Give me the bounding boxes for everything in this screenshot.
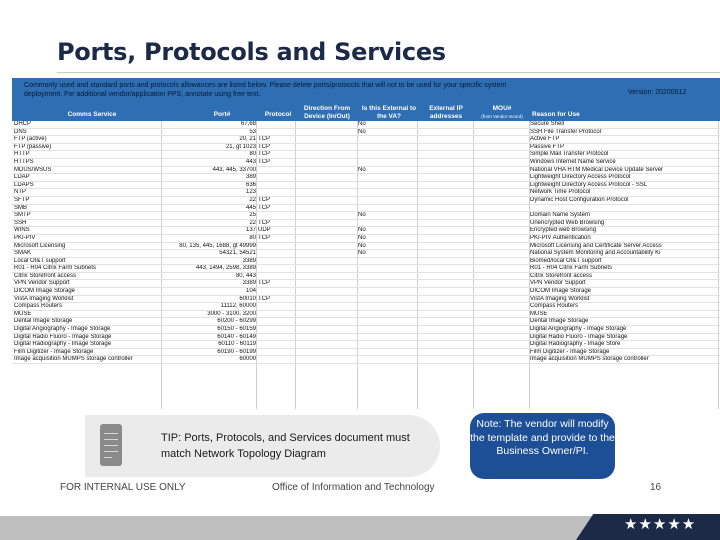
- page-title: Ports, Protocols and Services: [57, 38, 446, 66]
- cell-external: No: [358, 166, 366, 173]
- table-row: [12, 129, 720, 137]
- table-row: [12, 144, 720, 152]
- cell-service: FTP (active): [14, 136, 47, 143]
- page-number: 16: [650, 482, 662, 493]
- stars-logo: ★★★★★: [624, 515, 697, 533]
- table-row: [12, 311, 720, 319]
- cell-port: 3389: [242, 257, 256, 264]
- cell-reason: Microsoft Licensing and Certificate Server Access: [530, 242, 662, 249]
- cell-reason: MUSE: [530, 310, 548, 317]
- cell-port: 60000: [239, 356, 256, 363]
- tip-text: TIP: Ports, Protocols, and Services document must match Network Topology Diagram: [161, 432, 410, 460]
- table-body: [12, 121, 720, 364]
- cell-reason: Lightweight Directory Access Protocol: [530, 174, 631, 181]
- cell-port: 3000 - 3100, 3200: [207, 310, 256, 317]
- cell-port: 60150 - 60159: [217, 326, 256, 333]
- table-row: [12, 280, 720, 288]
- cell-protocol: TCP: [258, 204, 270, 211]
- table-row: [12, 318, 720, 326]
- cell-reason: Dental Image Storage: [530, 318, 589, 325]
- cell-service: SFTP: [14, 196, 30, 203]
- cell-protocol: TCP: [258, 151, 270, 158]
- cell-reason: Image acquisition MUMPS storage controller: [530, 356, 649, 363]
- header-reason: Reason for Use: [532, 111, 580, 118]
- cell-service: FTP (passive): [14, 143, 52, 150]
- cell-service: PKI-PIV: [14, 234, 36, 241]
- cell-service: Digital Radiography - Image Storage: [14, 341, 112, 348]
- cell-port: 80, 443: [235, 272, 256, 279]
- cell-reason: Network Time Protocol: [530, 189, 591, 196]
- header-protocol: Protocol: [264, 111, 292, 118]
- cell-port: 60200 - 60299: [217, 318, 256, 325]
- table-row: [12, 288, 720, 296]
- cell-external: No: [358, 227, 366, 234]
- cell-external: No: [358, 128, 366, 135]
- cell-reason: Passive FTP: [530, 143, 565, 150]
- table-row: [12, 189, 720, 197]
- table-row: [12, 197, 720, 205]
- table-row: [12, 250, 720, 258]
- header-external-ip: External IP addresses: [429, 105, 463, 120]
- cell-service: SSH: [14, 219, 27, 226]
- cell-port: 80: [249, 234, 256, 241]
- cell-port: 60110 - 60119: [218, 341, 256, 348]
- cell-port: 80: [249, 151, 256, 158]
- table-row: [12, 303, 720, 311]
- cell-port: 137: [245, 227, 256, 234]
- cell-service: MDUS/WSUS: [14, 166, 52, 173]
- cell-protocol: TCP: [258, 280, 270, 287]
- table-row: [12, 273, 720, 281]
- cell-port: 3389: [242, 280, 256, 287]
- table-row: [12, 159, 720, 167]
- cell-service: LDAP: [14, 174, 30, 181]
- table-row: [12, 167, 720, 175]
- spreadsheet-header: [12, 78, 720, 121]
- cell-protocol: TCP: [258, 158, 270, 165]
- cell-external: No: [358, 250, 366, 257]
- cell-service: Film Digitizer - Image Storage: [14, 348, 94, 355]
- instructions-text: Commonly used and standard ports and protocols allowances are listed below. Please delete ports/protocols that will not to be used for your specific system deployment. For additional vendor/application PPS, annotate using free text.: [24, 82, 507, 98]
- cell-port: 22: [249, 196, 256, 203]
- cell-service: SMAK: [14, 250, 32, 257]
- cell-reason: DICOM Image Storage: [530, 288, 592, 295]
- cell-reason: Digital Radio Fluoro - Image Storage: [530, 333, 628, 340]
- cell-port: 389: [245, 174, 256, 181]
- cell-reason: Secure Shell: [530, 121, 565, 127]
- cell-reason: Unencrypted Web Browsing: [530, 219, 605, 226]
- table-row: [12, 341, 720, 349]
- cell-external: No: [358, 121, 366, 127]
- cell-port: 22: [249, 219, 256, 226]
- cell-service: Compass Routers: [14, 303, 63, 310]
- cell-reason: Dynamic Host Configuration Protocol: [530, 196, 629, 203]
- cell-port: 20, 21: [239, 136, 256, 143]
- cell-port: 60010: [239, 295, 256, 302]
- cell-port: 104: [245, 288, 256, 295]
- cell-protocol: TCP: [258, 196, 270, 203]
- cell-port: 80, 135, 445, 1688, gt 49999: [179, 242, 256, 249]
- header-mou-sub: (from Vendor record): [481, 113, 523, 119]
- cell-port: 53: [249, 128, 256, 135]
- cell-service: VPN Vendor Support: [14, 280, 70, 287]
- cell-reason: National VHA HTM Medical Device Update Server: [530, 166, 664, 173]
- cell-reason: Citrix Storefront access: [530, 272, 593, 279]
- table-row: [12, 235, 720, 243]
- cell-reason: Simple Mail Transfer Protocol: [530, 151, 609, 158]
- cell-reason: Active FTP: [530, 136, 560, 143]
- cell-service: VistA Imaging Worklist: [14, 295, 74, 302]
- table-row: [12, 265, 720, 273]
- cell-service: Image acquisition MUMPS storage controller: [14, 356, 133, 363]
- vendor-note: Note: The vendor will modify the template and provide to the Business Owner/PI.: [470, 413, 615, 479]
- cell-service: Local OI&T support: [14, 257, 66, 264]
- cell-service: HTTP: [14, 151, 30, 158]
- table-row: [12, 334, 720, 342]
- table-row: [12, 205, 720, 213]
- cell-service: SMB: [14, 204, 28, 211]
- cell-reason: Digital Radiography - Image Store: [530, 341, 621, 348]
- classification-label: FOR INTERNAL USE ONLY: [60, 482, 186, 493]
- cell-reason: PKI-PIV Authentication: [530, 234, 591, 241]
- cell-port: 636: [245, 181, 256, 188]
- table-row: [12, 243, 720, 251]
- header-direction: Direction From Device (In/Out): [303, 105, 351, 120]
- cell-service: SMTP: [14, 212, 31, 219]
- cell-port: 445: [245, 204, 256, 211]
- cell-reason: VPN Vendor Support: [530, 280, 586, 287]
- table-row: [12, 174, 720, 182]
- cell-service: HTTPS: [14, 158, 34, 165]
- cell-service: DNS: [14, 128, 27, 135]
- table-row: [12, 349, 720, 357]
- cell-reason: Digital Angiography - Image Storage: [530, 326, 627, 333]
- cell-service: NTP: [14, 189, 26, 196]
- cell-external: No: [358, 212, 366, 219]
- cell-reason: Biomed/local OI&T support: [530, 257, 602, 264]
- cell-reason: VistA Imaging Worklist: [530, 295, 590, 302]
- cell-protocol: TCP: [258, 234, 270, 241]
- table-row: [12, 136, 720, 144]
- cell-port: 11112, 60000: [220, 303, 256, 310]
- table-row: [12, 258, 720, 266]
- cell-port: 60190 - 60199: [217, 348, 256, 355]
- table-row: [12, 326, 720, 334]
- cell-reason: National System Monitoring and Accountability Ki: [530, 250, 661, 257]
- cell-protocol: TCP: [258, 219, 270, 226]
- cell-protocol: TCP: [258, 136, 270, 143]
- cell-protocol: TCP: [258, 143, 270, 150]
- title-divider: [57, 72, 720, 73]
- cell-service: WINS: [14, 227, 30, 234]
- cell-port: 54321, 54521: [219, 250, 256, 257]
- header-mou-label: MOU#: [492, 105, 512, 112]
- header-port: Port#: [213, 111, 231, 118]
- cell-protocol: TCP: [258, 295, 270, 302]
- pps-spreadsheet: [12, 78, 720, 409]
- cell-reason: Domain Name System: [530, 212, 591, 219]
- cell-port: 25: [249, 212, 256, 219]
- cell-reason: Compass Routers: [530, 303, 579, 310]
- cell-port: 443, 445, 33700: [212, 166, 256, 173]
- cell-external: No: [358, 242, 366, 249]
- table-row: [12, 356, 720, 364]
- cell-service: Digital Angiography - Image Storage: [14, 326, 111, 333]
- cell-port: 443: [245, 158, 256, 165]
- cell-reason: Windows Internet Name Service: [530, 158, 616, 165]
- table-row: [12, 220, 720, 228]
- cell-reason: Film Digitizer - Image Storage: [530, 348, 610, 355]
- cell-port: 67,68: [240, 121, 256, 127]
- cell-service: Dental Image Storage: [14, 318, 73, 325]
- table-row: [12, 121, 720, 129]
- table-row: [12, 296, 720, 304]
- header-external: Is this External to the VA?: [361, 105, 417, 120]
- cell-service: MUSE: [14, 310, 32, 317]
- cell-reason: SSH File Transfer Protocol: [530, 128, 602, 135]
- document-icon: [100, 424, 122, 466]
- cell-service: R01 - R04 Citrix Farm Subnets: [14, 265, 97, 272]
- version-label: Version: 20200612: [628, 89, 687, 96]
- cell-protocol: UDP: [258, 227, 271, 234]
- cell-service: DICOM Image Storage: [14, 288, 76, 295]
- cell-service: Digital Radio Fluoro - Image Storage: [14, 333, 112, 340]
- table-row: [12, 227, 720, 235]
- cell-port: 123: [245, 189, 256, 196]
- header-mou: [474, 105, 530, 120]
- cell-service: DHCP: [14, 121, 32, 127]
- table-row: [12, 151, 720, 159]
- cell-service: Citrix Storefront access: [14, 272, 77, 279]
- cell-service: Microsoft Licensing: [14, 242, 66, 249]
- cell-reason: R01 - R04 Citrix Farm Subnets: [530, 265, 613, 272]
- office-label: Office of Information and Technology: [272, 482, 435, 493]
- cell-port: 21, gt 1023: [225, 143, 256, 150]
- cell-port: 60140 - 60149: [217, 333, 256, 340]
- cell-reason: Encrypted web Browsing: [530, 227, 597, 234]
- table-row: [12, 212, 720, 220]
- cell-port: 443, 1494, 2598, 3389: [195, 265, 256, 272]
- cell-external: No: [358, 234, 366, 241]
- cell-reason: Lightweight Directory Access Protocol - SSL: [530, 181, 648, 188]
- table-row: [12, 182, 720, 190]
- cell-service: LDAPS: [14, 181, 34, 188]
- header-comms-service: Comms Service: [67, 111, 117, 118]
